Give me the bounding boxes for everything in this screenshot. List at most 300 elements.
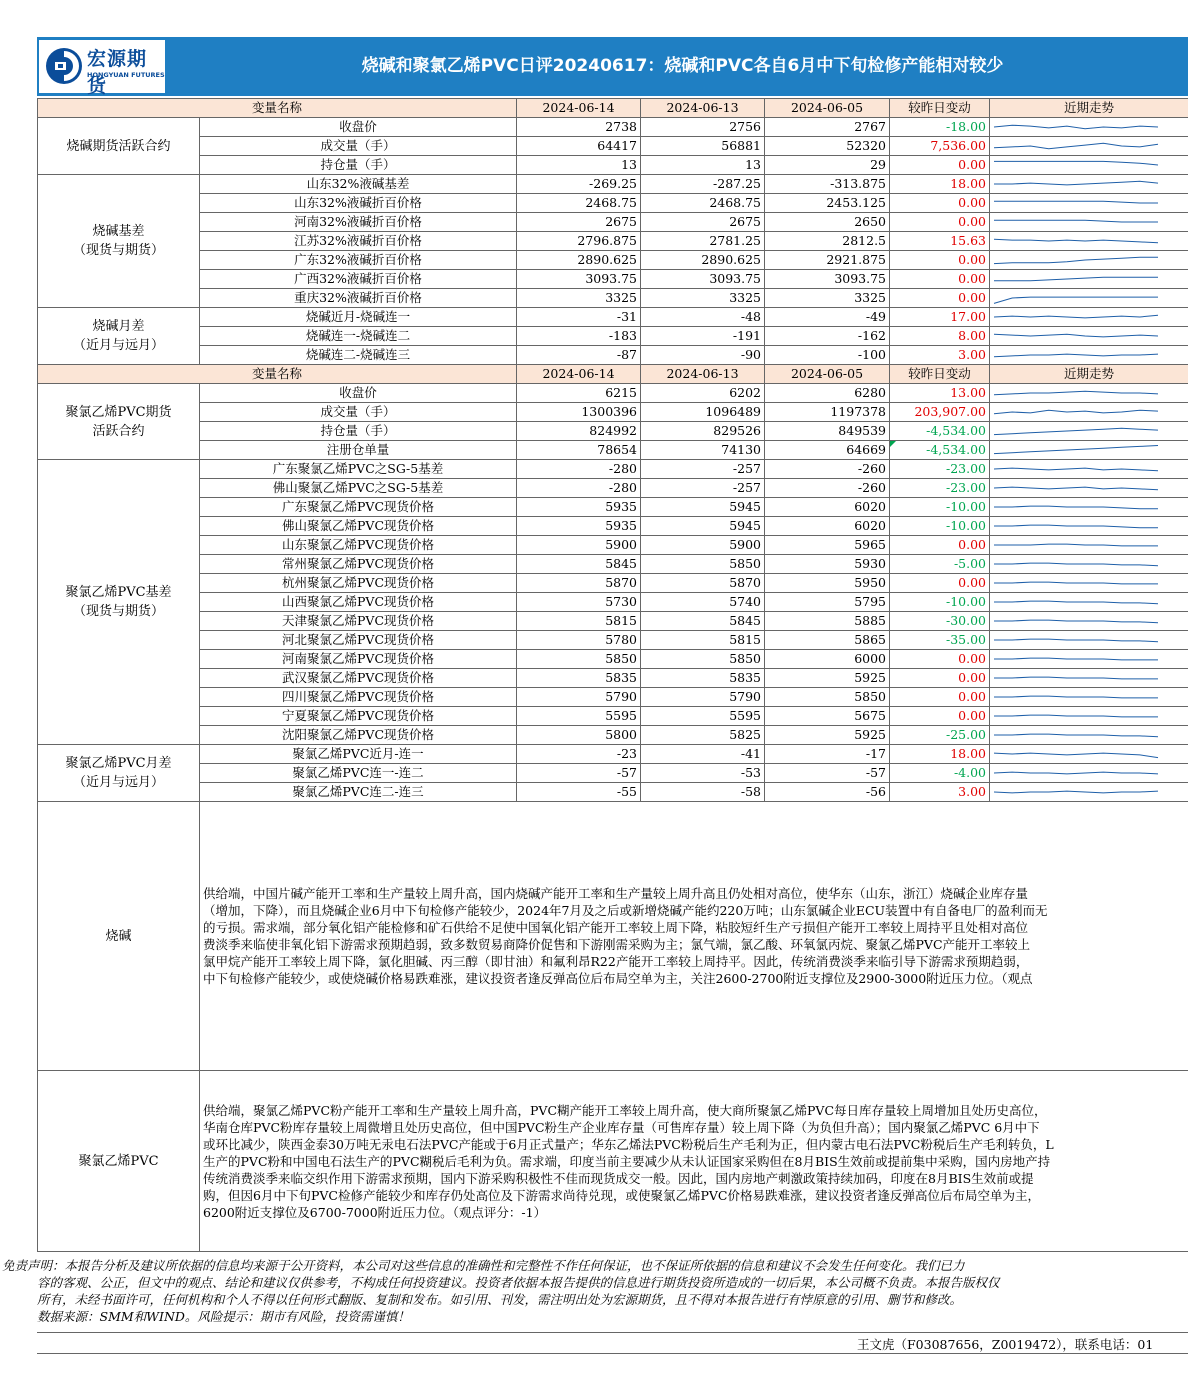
value-2024-06-14: 5800 (517, 726, 641, 745)
group-name: 聚氯乙烯PVC基差 （现货与期货） (38, 460, 200, 745)
daily-change: -10.00 (890, 593, 990, 612)
sparkline-series (994, 143, 1158, 148)
value-2024-06-05: 2453.125 (765, 194, 890, 213)
sparkline-chart (990, 175, 1162, 193)
sparkline-chart (990, 498, 1162, 516)
table-row (38, 536, 1188, 555)
value-2024-06-14: 5780 (517, 631, 641, 650)
sparkline-series (994, 506, 1158, 509)
sparkline-series (994, 277, 1158, 281)
table-row (38, 783, 1188, 802)
value-2024-06-05: -260 (765, 479, 890, 498)
column-header-5: 近期走势 (990, 99, 1188, 118)
sparkline-chart (990, 137, 1162, 155)
sparkline-chart (990, 156, 1162, 174)
sparkline-series (994, 734, 1158, 737)
trend-cell (990, 384, 1188, 403)
value-2024-06-14: 3093.75 (517, 270, 641, 289)
trend-cell (990, 631, 1188, 650)
trend-cell (990, 764, 1188, 783)
daily-change: 18.00 (890, 745, 990, 764)
daily-change: 0.00 (890, 156, 990, 175)
table-row (38, 669, 1188, 688)
variable-name: 天津聚氯乙烯PVC现货价格 (200, 612, 517, 631)
daily-change: 0.00 (890, 194, 990, 213)
value-2024-06-05: -56 (765, 783, 890, 802)
group-name: 聚氯乙烯PVC月差 （近月与远月） (38, 745, 200, 802)
variable-name: 重庆32%液碱折百价格 (200, 289, 517, 308)
table-row (38, 650, 1188, 669)
group-name: 烧碱基差 （现货与期货） (38, 175, 200, 308)
value-2024-06-13: 1096489 (641, 403, 765, 422)
value-2024-06-14: -269.25 (517, 175, 641, 194)
daily-change: -4,534.00 (890, 441, 990, 460)
table-row (38, 688, 1188, 707)
table-row (38, 384, 1188, 403)
sparkline-series (994, 753, 1158, 758)
sparkline-chart (990, 574, 1162, 592)
column-header-1: 2024-06-14 (517, 99, 641, 118)
table-row (38, 346, 1188, 365)
column-header-variable: 变量名称 (38, 365, 517, 384)
value-2024-06-14: 5835 (517, 669, 641, 688)
trend-cell (990, 346, 1188, 365)
sparkline-chart (990, 403, 1162, 421)
daily-change: 0.00 (890, 669, 990, 688)
value-2024-06-05: 849539 (765, 422, 890, 441)
column-header-2: 2024-06-13 (641, 365, 765, 384)
value-2024-06-14: 5790 (517, 688, 641, 707)
value-2024-06-05: 1197378 (765, 403, 890, 422)
value-2024-06-05: 5675 (765, 707, 890, 726)
disclaimer-line: 数据来源：SMM和WIND。风险提示：期市有风险，投资需谨慎！ (37, 1309, 410, 1324)
trend-cell (990, 327, 1188, 346)
table-row (38, 460, 1188, 479)
comment-title: 烧碱 (38, 802, 200, 1071)
trend-cell (990, 574, 1188, 593)
value-2024-06-13: 5740 (641, 593, 765, 612)
daily-change: -18.00 (890, 118, 990, 137)
trend-cell (990, 308, 1188, 327)
column-header-2: 2024-06-13 (641, 99, 765, 118)
comment-line: 氯甲烷产能开工率较上周下降，氯化胆碱、丙三醇（即甘油）和氟利昂R22产能开工率较上周持平。因此，传统消费淡季来临引导下游需求预期趋弱， (203, 954, 1029, 969)
group-name: 烧碱期货活跃合约 (38, 118, 200, 175)
variable-name: 河南32%液碱折百价格 (200, 213, 517, 232)
report-header (37, 37, 1188, 96)
sparkline-series (994, 772, 1158, 774)
column-header-3: 2024-06-05 (765, 365, 890, 384)
value-2024-06-13: 2468.75 (641, 194, 765, 213)
sparkline-chart (990, 783, 1162, 801)
sparkline-series (994, 354, 1158, 357)
sparkline-series (994, 487, 1158, 490)
daily-change: 0.00 (890, 251, 990, 270)
value-2024-06-13: -58 (641, 783, 765, 802)
value-2024-06-14: 13 (517, 156, 641, 175)
trend-cell (990, 707, 1188, 726)
value-2024-06-05: 2650 (765, 213, 890, 232)
value-2024-06-14: 2738 (517, 118, 641, 137)
variable-name: 山东32%液碱折百价格 (200, 194, 517, 213)
value-2024-06-13: 13 (641, 156, 765, 175)
comment-row (38, 802, 1188, 1071)
variable-name: 注册仓单量 (200, 441, 517, 460)
sparkline-series (994, 220, 1158, 222)
sparkline-series (994, 410, 1158, 414)
value-2024-06-14: -183 (517, 327, 641, 346)
sparkline-chart (990, 536, 1162, 554)
daily-change: 3.00 (890, 346, 990, 365)
value-2024-06-13: 3325 (641, 289, 765, 308)
column-header-1: 2024-06-14 (517, 365, 641, 384)
value-2024-06-13: 5845 (641, 612, 765, 631)
daily-change: 0.00 (890, 213, 990, 232)
sparkline-chart (990, 631, 1162, 649)
value-2024-06-14: 5850 (517, 650, 641, 669)
sparkline-chart (990, 346, 1162, 364)
value-2024-06-13: 5595 (641, 707, 765, 726)
daily-change: -23.00 (890, 479, 990, 498)
sparkline-chart (990, 308, 1162, 326)
data-table (37, 98, 1188, 1252)
sparkline-series (994, 582, 1158, 584)
sparkline-series (994, 677, 1158, 679)
daily-change: -5.00 (890, 555, 990, 574)
sparkline-chart (990, 555, 1162, 573)
company-logo (39, 40, 165, 96)
sparkline-series (994, 791, 1158, 793)
table-row (38, 194, 1188, 213)
table-header-row (38, 365, 1188, 384)
value-2024-06-13: 74130 (641, 441, 765, 460)
value-2024-06-14: -280 (517, 460, 641, 479)
value-2024-06-05: 3093.75 (765, 270, 890, 289)
variable-name: 烧碱连二-烧碱连三 (200, 346, 517, 365)
trend-cell (990, 403, 1188, 422)
disclaimer-line: 容的客观、公正，但文中的观点、结论和建议仅供参考，不构成任何投资建议。投资者依据本报告提供的信息进行期货投资所造成的一切后果，本公司概不负责。本报告版权仅 (37, 1275, 1000, 1290)
logo-text-en: HONGYUAN FUTURES (87, 71, 165, 79)
value-2024-06-13: 5790 (641, 688, 765, 707)
comment-body (200, 1071, 1188, 1252)
table-row (38, 631, 1188, 650)
trend-cell (990, 232, 1188, 251)
sparkline-series (994, 428, 1158, 434)
table-row (38, 441, 1188, 460)
value-2024-06-05: -49 (765, 308, 890, 327)
comment-title: 聚氯乙烯PVC (38, 1071, 200, 1252)
trend-cell (990, 460, 1188, 479)
comment-line: 或环比减少，陕西金泰30万吨无汞电石法PVC产能或于6月正式量产；华东乙烯法PVC粉税后生产毛利为正，但内蒙古电石法PVC粉税后生产毛利转负，L (203, 1136, 1054, 1152)
column-header-3: 2024-06-05 (765, 99, 890, 118)
value-2024-06-05: 5965 (765, 536, 890, 555)
table-row (38, 289, 1188, 308)
value-2024-06-14: 78654 (517, 441, 641, 460)
variable-name: 广东聚氯乙烯PVC现货价格 (200, 498, 517, 517)
value-2024-06-05: 5850 (765, 688, 890, 707)
daily-change: 0.00 (890, 688, 990, 707)
variable-name: 山西聚氯乙烯PVC现货价格 (200, 593, 517, 612)
value-2024-06-13: -191 (641, 327, 765, 346)
table-row (38, 422, 1188, 441)
value-2024-06-05: 5925 (765, 726, 890, 745)
value-2024-06-14: 2675 (517, 213, 641, 232)
value-2024-06-13: 5835 (641, 669, 765, 688)
trend-cell (990, 156, 1188, 175)
daily-change: -25.00 (890, 726, 990, 745)
value-2024-06-05: -313.875 (765, 175, 890, 194)
value-2024-06-14: 6215 (517, 384, 641, 403)
sparkline-chart (990, 327, 1162, 345)
sparkline-chart (990, 422, 1162, 440)
table-row (38, 308, 1188, 327)
disclaimer-line: 免责声明：本报告分析及建议所依据的信息均来源于公开资料，本公司对这些信息的准确性和完整性不作任何保证，也不保证所依据的信息和建议不会发生任何变化。我们已力 (2, 1258, 965, 1273)
comment-row (38, 1071, 1188, 1252)
table-row (38, 726, 1188, 745)
variable-name: 常州聚氯乙烯PVC现货价格 (200, 555, 517, 574)
value-2024-06-14: -23 (517, 745, 641, 764)
daily-change: 8.00 (890, 327, 990, 346)
daily-change: -10.00 (890, 498, 990, 517)
group-name: 烧碱月差 （近月与远月） (38, 308, 200, 365)
variable-name: 聚氯乙烯PVC连一-连二 (200, 764, 517, 783)
sparkline-chart (990, 688, 1162, 706)
value-2024-06-05: 29 (765, 156, 890, 175)
variable-name: 佛山聚氯乙烯PVC之SG-5基差 (200, 479, 517, 498)
value-2024-06-13: 2756 (641, 118, 765, 137)
variable-name: 烧碱近月-烧碱连一 (200, 308, 517, 327)
value-2024-06-13: -287.25 (641, 175, 765, 194)
value-2024-06-14: -55 (517, 783, 641, 802)
value-2024-06-13: 56881 (641, 137, 765, 156)
variable-name: 持仓量（手） (200, 422, 517, 441)
sparkline-series (994, 468, 1158, 471)
value-2024-06-13: 2781.25 (641, 232, 765, 251)
value-2024-06-05: 64669 (765, 441, 890, 460)
comment-line: 费淡季来临使非氧化铝下游需求预期趋弱，致多数贸易商降价促售和下游刚需采购为主；氯气端，氯乙酸、环氧氯丙烷、聚氯乙烯PVC产能开工率较上 (203, 937, 1031, 952)
comment-line: 传统消费淡季来临交织作用下游需求预期，国内下游采购积极性不佳而现货成交一般。因此，国内房地产刺激政策持续加码，印度在8月BIS生效前或提 (203, 1170, 1034, 1186)
daily-change: -30.00 (890, 612, 990, 631)
sparkline-chart (990, 251, 1162, 269)
value-2024-06-13: 5900 (641, 536, 765, 555)
sparkline-series (994, 620, 1158, 623)
sparkline-series (994, 297, 1158, 303)
sparkline-chart (990, 764, 1162, 782)
value-2024-06-14: 5870 (517, 574, 641, 593)
comment-line: 供给端，聚氯乙烯PVC粉产能开工率和生产量较上周升高，PVC糊产能开工率较上周升高，使大商所聚氯乙烯PVC每日库存量较上周增加且处历史高位， (203, 1102, 1047, 1118)
sparkline-chart (990, 441, 1162, 459)
variable-name: 武汉聚氯乙烯PVC现货价格 (200, 669, 517, 688)
value-2024-06-14: 5845 (517, 555, 641, 574)
table-row (38, 764, 1188, 783)
trend-cell (990, 137, 1188, 156)
daily-change: 0.00 (890, 707, 990, 726)
trend-cell (990, 726, 1188, 745)
comment-line: 生产的PVC粉和中国电石法生产的PVC糊税后毛利为负。需求端，印度当前主要减少从未认证国家采购但在8月BIS生效前或提前集中采购，国内房地产持 (203, 1153, 1051, 1169)
value-2024-06-14: 1300396 (517, 403, 641, 422)
daily-change: -4.00 (890, 764, 990, 783)
value-2024-06-14: 5935 (517, 498, 641, 517)
author-contact: 王文虎（F03087656，Z0019472），联系电话：01 (857, 1337, 1154, 1352)
value-2024-06-14: 5815 (517, 612, 641, 631)
daily-change: 0.00 (890, 650, 990, 669)
value-2024-06-13: -53 (641, 764, 765, 783)
value-2024-06-14: 2796.875 (517, 232, 641, 251)
table-row (38, 156, 1188, 175)
variable-name: 聚氯乙烯PVC连二-连三 (200, 783, 517, 802)
sparkline-chart (990, 479, 1162, 497)
sparkline-series (994, 544, 1158, 546)
variable-name: 四川聚氯乙烯PVC现货价格 (200, 688, 517, 707)
sparkline-series (994, 696, 1158, 698)
sparkline-chart (990, 118, 1162, 136)
table-row (38, 707, 1188, 726)
table-row (38, 251, 1188, 270)
table-row (38, 479, 1188, 498)
cell-comment-marker-icon (890, 441, 896, 447)
value-2024-06-14: 5730 (517, 593, 641, 612)
trend-cell (990, 213, 1188, 232)
column-header-4: 较昨日变动 (890, 365, 990, 384)
sparkline-series (994, 181, 1158, 185)
table-row (38, 327, 1188, 346)
value-2024-06-05: 6000 (765, 650, 890, 669)
value-2024-06-14: 5595 (517, 707, 641, 726)
variable-name: 杭州聚氯乙烯PVC现货价格 (200, 574, 517, 593)
value-2024-06-14: 2890.625 (517, 251, 641, 270)
comment-text-block (203, 885, 1188, 987)
trend-cell (990, 745, 1188, 764)
value-2024-06-14: 5935 (517, 517, 641, 536)
sparkline-chart (990, 593, 1162, 611)
daily-change: 0.00 (890, 574, 990, 593)
table-row (38, 118, 1188, 137)
variable-name: 成交量（手） (200, 137, 517, 156)
daily-change: 13.00 (890, 384, 990, 403)
sparkline-series (994, 334, 1158, 337)
sparkline-chart (990, 384, 1162, 402)
sparkline-chart (990, 270, 1162, 288)
value-2024-06-05: 5885 (765, 612, 890, 631)
variable-name: 河南聚氯乙烯PVC现货价格 (200, 650, 517, 669)
sparkline-series (994, 239, 1158, 243)
value-2024-06-05: 5795 (765, 593, 890, 612)
column-header-4: 较昨日变动 (890, 99, 990, 118)
daily-change: -35.00 (890, 631, 990, 650)
variable-name: 山东聚氯乙烯PVC现货价格 (200, 536, 517, 555)
value-2024-06-14: -57 (517, 764, 641, 783)
value-2024-06-13: 5870 (641, 574, 765, 593)
sparkline-series (994, 715, 1158, 717)
daily-change: 17.00 (890, 308, 990, 327)
comment-line: 购，但因6月中下旬PVC检修产能较少和库存仍处高位及下游需求尚待兑现，或使聚氯乙烯PVC价格易跌难涨，建议投资者逢反弹高位后布局空单为主， (203, 1187, 1040, 1203)
sparkline-series (994, 161, 1158, 165)
sparkline-series (994, 639, 1158, 642)
table-row (38, 593, 1188, 612)
value-2024-06-05: 6020 (765, 498, 890, 517)
value-2024-06-05: -100 (765, 346, 890, 365)
value-2024-06-05: 6280 (765, 384, 890, 403)
value-2024-06-13: 5825 (641, 726, 765, 745)
variable-name: 广东32%液碱折百价格 (200, 251, 517, 270)
sparkline-chart (990, 669, 1162, 687)
daily-change: 7,536.00 (890, 137, 990, 156)
trend-cell (990, 536, 1188, 555)
sparkline-chart (990, 612, 1162, 630)
daily-change: -4,534.00 (890, 422, 990, 441)
value-2024-06-13: 5945 (641, 498, 765, 517)
value-2024-06-05: 5925 (765, 669, 890, 688)
sparkline-series (994, 446, 1158, 454)
table-row (38, 745, 1188, 764)
sparkline-series (994, 125, 1158, 129)
sparkline-chart (990, 517, 1162, 535)
value-2024-06-13: 5850 (641, 555, 765, 574)
trend-cell (990, 555, 1188, 574)
comment-line: 供给端，中国片碱产能开工率和生产量较上周升高，国内烧碱产能开工率和生产量较上周升高且仍处相对高位，使华东（山东，浙江）烧碱企业库存量 (203, 886, 1029, 901)
sparkline-chart (990, 194, 1162, 212)
sparkline-chart (990, 289, 1162, 307)
trend-cell (990, 783, 1188, 802)
value-2024-06-05: 5950 (765, 574, 890, 593)
variable-name: 山东32%液碱基差 (200, 175, 517, 194)
table-row (38, 232, 1188, 251)
sparkline-series (994, 563, 1158, 566)
value-2024-06-05: -260 (765, 460, 890, 479)
value-2024-06-05: 5930 (765, 555, 890, 574)
value-2024-06-05: 2921.875 (765, 251, 890, 270)
trend-cell (990, 422, 1188, 441)
daily-change: 15.63 (890, 232, 990, 251)
sparkline-series (994, 391, 1158, 395)
variable-name: 河北聚氯乙烯PVC现货价格 (200, 631, 517, 650)
variable-name: 烧碱连一-烧碱连二 (200, 327, 517, 346)
value-2024-06-13: 6202 (641, 384, 765, 403)
trend-cell (990, 650, 1188, 669)
value-2024-06-05: -17 (765, 745, 890, 764)
value-2024-06-13: -48 (641, 308, 765, 327)
trend-cell (990, 612, 1188, 631)
value-2024-06-05: 52320 (765, 137, 890, 156)
value-2024-06-14: 5900 (517, 536, 641, 555)
trend-cell (990, 194, 1188, 213)
trend-cell (990, 251, 1188, 270)
value-2024-06-13: 829526 (641, 422, 765, 441)
variable-name: 成交量（手） (200, 403, 517, 422)
trend-cell (990, 517, 1188, 536)
daily-change: 0.00 (890, 289, 990, 308)
sparkline-chart (990, 232, 1162, 250)
sparkline-chart (990, 213, 1162, 231)
variable-name: 收盘价 (200, 118, 517, 137)
column-header-5: 近期走势 (990, 365, 1188, 384)
value-2024-06-14: 824992 (517, 422, 641, 441)
sparkline-series (994, 257, 1158, 263)
value-2024-06-13: -90 (641, 346, 765, 365)
value-2024-06-13: -41 (641, 745, 765, 764)
disclaimer (2, 1257, 1188, 1325)
variable-name: 佛山聚氯乙烯PVC现货价格 (200, 517, 517, 536)
sparkline-series (994, 658, 1158, 660)
variable-name: 广东聚氯乙烯PVC之SG-5基差 (200, 460, 517, 479)
daily-change: 203,907.00 (890, 403, 990, 422)
trend-cell (990, 669, 1188, 688)
value-2024-06-13: -257 (641, 460, 765, 479)
variable-name: 宁夏聚氯乙烯PVC现货价格 (200, 707, 517, 726)
sparkline-series (994, 525, 1158, 528)
daily-change: 0.00 (890, 270, 990, 289)
value-2024-06-13: 5850 (641, 650, 765, 669)
value-2024-06-13: 5945 (641, 517, 765, 536)
